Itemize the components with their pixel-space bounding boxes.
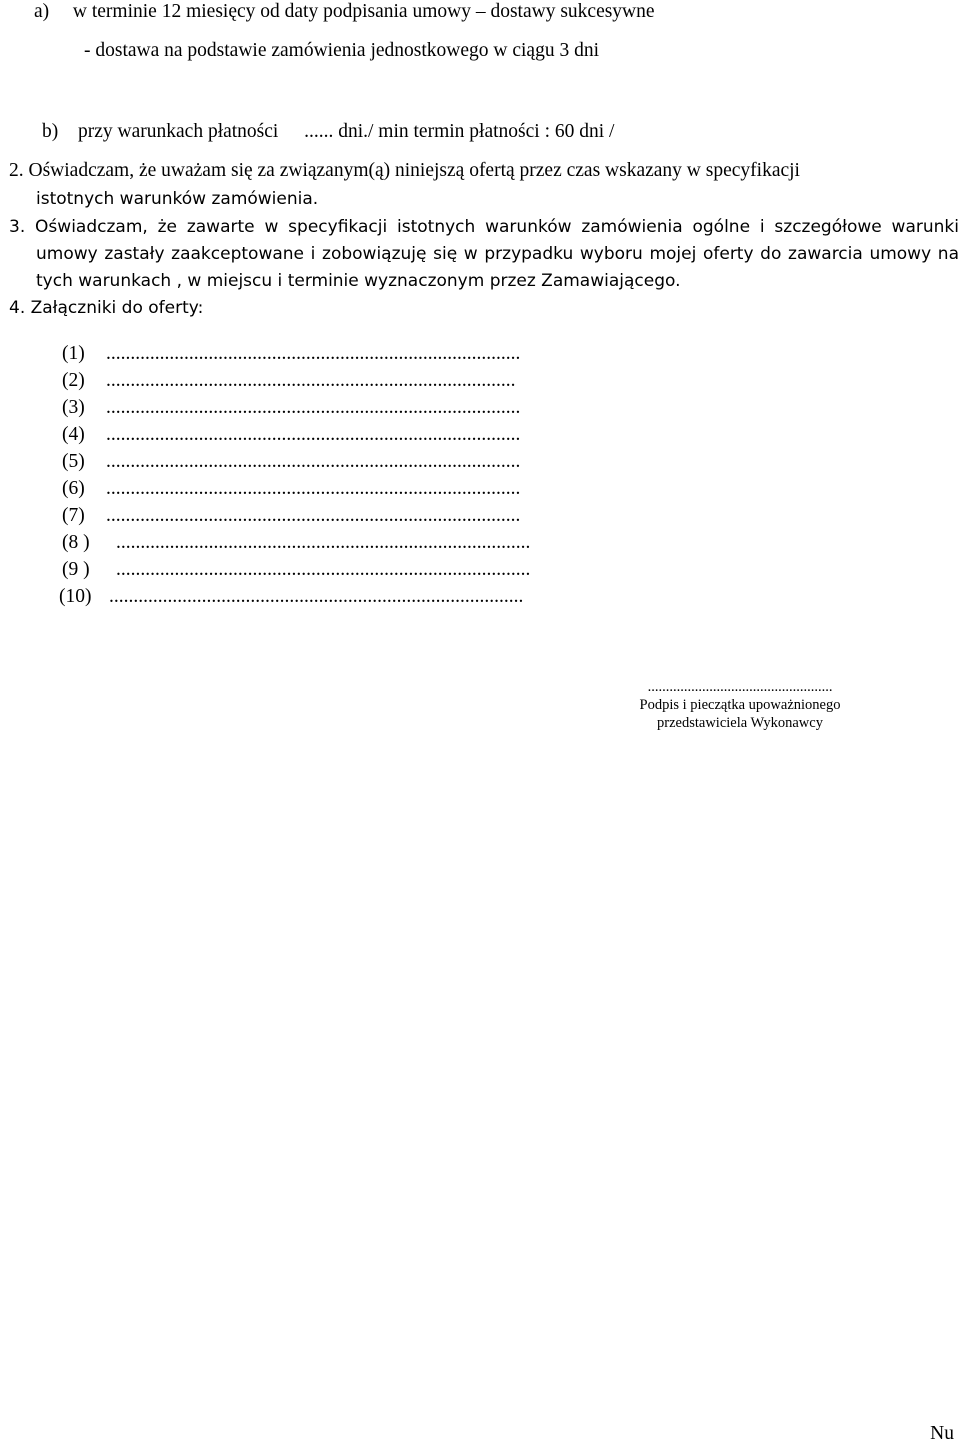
attachment-dots: .....................................................................................: [109, 586, 524, 607]
delivery-a-text: w terminie 12 miesięcy od daty podpisania umowy – dostawy sukcesywne: [72, 1, 655, 22]
attachment-item-9: [62, 558, 530, 582]
attachment-num: (7): [62, 505, 85, 526]
attachment-dots: .....................................................................................: [106, 397, 521, 418]
attachment-num: (6): [62, 478, 85, 499]
attachment-item-1: [62, 342, 520, 366]
attachment-item-4: [62, 423, 520, 447]
attachment-dots: .....................................................................................: [116, 559, 531, 580]
attachment-num: (4): [62, 424, 85, 445]
signature-label-line1: Podpis i pieczątka upoważnionego: [639, 697, 841, 713]
attachment-item-8: [62, 531, 530, 555]
delivery-a-label: a): [34, 1, 50, 22]
delivery-a-sub: - dostawa na podstawie zamówienia jednostkowego w ciągu 3 dni: [84, 40, 599, 61]
attachment-item-2: [62, 369, 516, 393]
delivery-b-value: ...... dni./ min termin płatności : 60 dni /: [304, 121, 615, 142]
delivery-b-label: b): [42, 121, 59, 142]
attachment-num: (2): [62, 370, 85, 391]
attachment-num: (10): [59, 586, 92, 607]
point3-text: 3. Oświadczam, że zawarte w specyfikacji istotnych warunków zamówienia ogólne i szczegółowe warunki umowy zastały zaakceptowane i zobowiązuję się w przypadku wyboru mojej oferty do zawarcia umowy na tych warunkach , w miejscu i terminie wyznaczonym przez Zamawiającego.: [9, 217, 959, 291]
page-footer-corner: Nu: [930, 1423, 954, 1444]
attachment-dots: .....................................................................................: [116, 532, 531, 553]
attachment-item-3: [62, 396, 520, 420]
attachment-num: (5): [62, 451, 85, 472]
attachment-num: (3): [62, 397, 85, 418]
point4-heading: 4. Załączniki do oferty:: [9, 298, 204, 318]
delivery-a-line: [34, 0, 655, 24]
attachment-num: (9 ): [62, 559, 90, 580]
attachment-item-10: [59, 585, 523, 609]
attachment-dots: ....................................................................................: [106, 370, 516, 391]
attachment-dots: .....................................................................................: [106, 505, 521, 526]
attachment-dots: .....................................................................................: [106, 478, 521, 499]
attachment-num: (8 ): [62, 532, 90, 553]
attachment-dots: .....................................................................................: [106, 343, 521, 364]
attachment-dots: .....................................................................................: [106, 424, 521, 445]
signature-dots: ...................................................: [647, 679, 833, 695]
attachment-item-6: [62, 477, 520, 501]
point2-text: 2. Oświadczam, że uważam się za związanym(ą) niniejszą ofertą przez czas wskazany w specyfikacji: [9, 160, 800, 181]
delivery-b-line: [42, 120, 614, 144]
attachment-item-5: [62, 450, 520, 474]
signature-block: [560, 678, 920, 732]
signature-label-line2: przedstawiciela Wykonawcy: [657, 715, 823, 731]
delivery-b-text: przy warunkach płatności: [78, 121, 279, 142]
attachment-dots: .....................................................................................: [106, 451, 521, 472]
attachment-item-7: [62, 504, 520, 528]
point2-cont: istotnych warunków zamówienia.: [36, 189, 319, 209]
attachment-num: (1): [62, 343, 85, 364]
